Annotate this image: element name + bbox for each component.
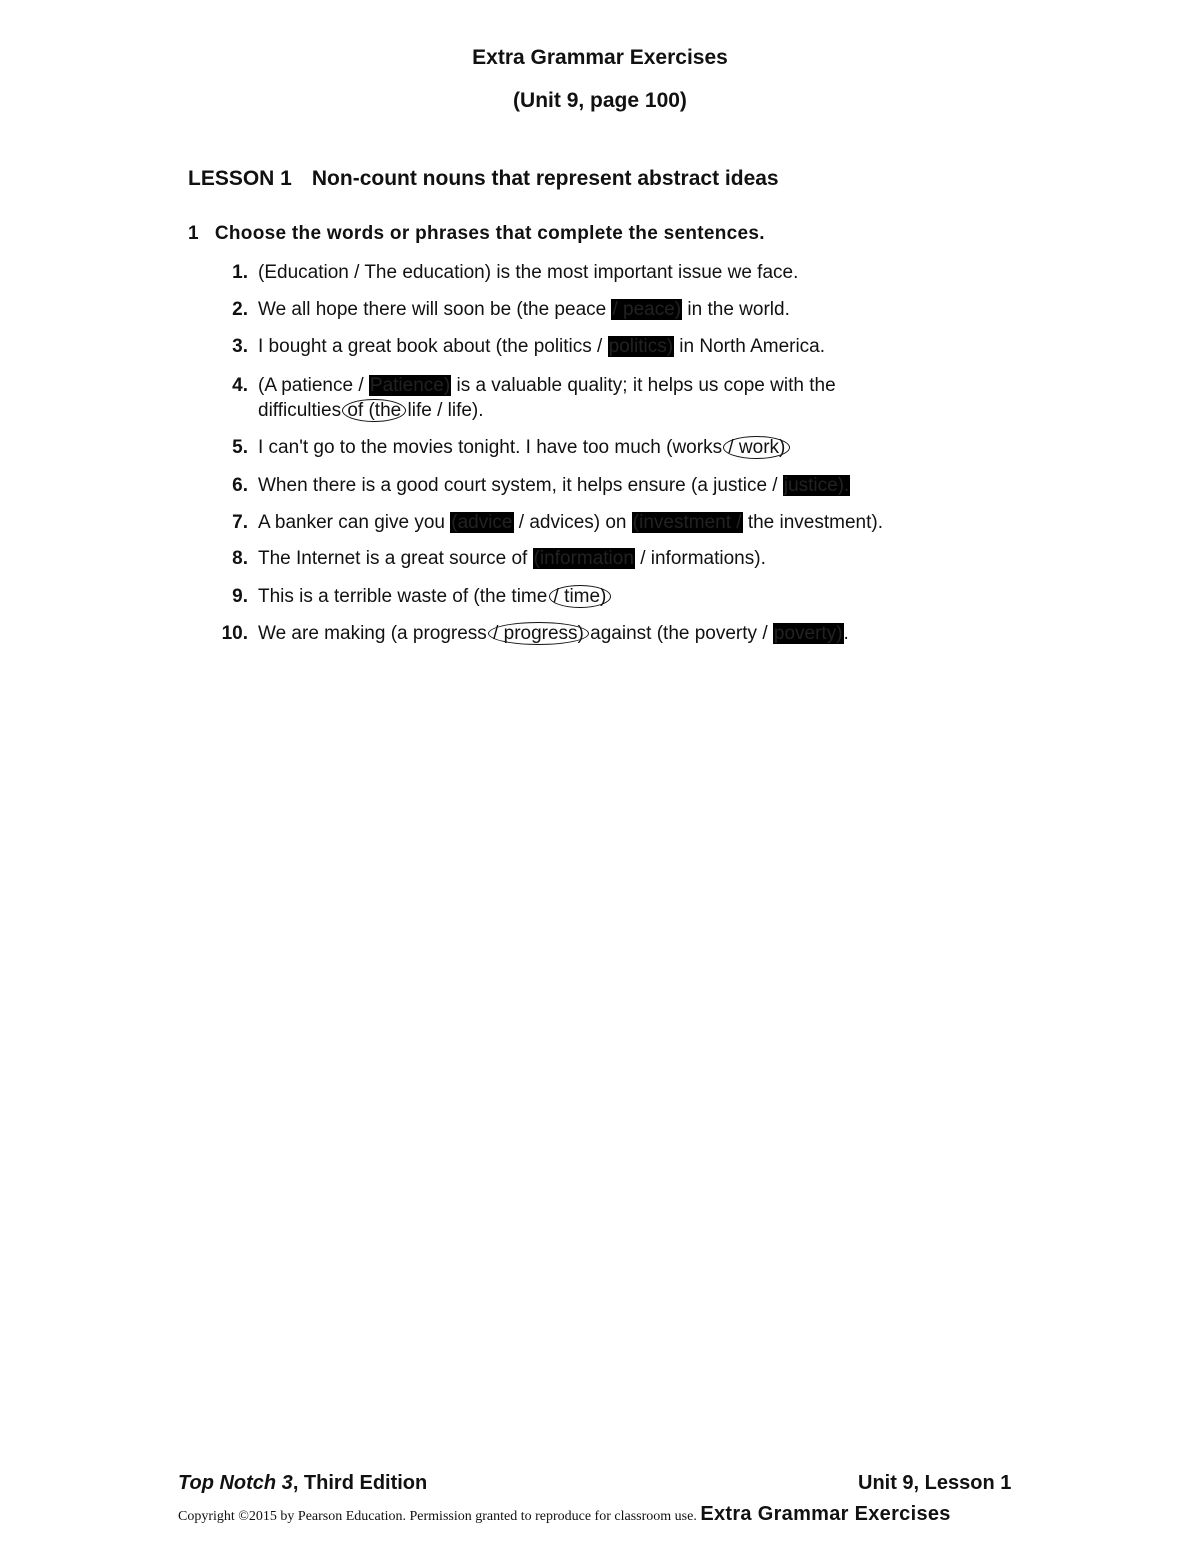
item-number: 7. bbox=[232, 512, 248, 533]
item-text: We are making (a progress / progress) against (the poverty / poverty). bbox=[258, 623, 849, 644]
book-edition: , Third Edition bbox=[292, 1472, 428, 1494]
lesson-topic: Non-count nouns that represent abstract ideas bbox=[311, 167, 779, 190]
item-number: 4. bbox=[232, 375, 248, 396]
copyright-text: Copyright ©2015 by Pearson Education. Permission granted to reproduce for classroom use. bbox=[178, 1509, 701, 1524]
item-text: When there is a good court system, it helps ensure (a justice / justice). bbox=[258, 475, 850, 496]
footer-section: Extra Grammar Exercises bbox=[700, 1503, 951, 1525]
page-subtitle: (Unit 9, page 100) bbox=[513, 89, 687, 112]
item-number: 1. bbox=[232, 262, 248, 283]
item-number: 6. bbox=[232, 475, 248, 496]
item-text: I bought a great book about (the politics / politics) in North America. bbox=[258, 336, 826, 357]
redacted-answer: justice). bbox=[783, 475, 850, 496]
copyright-line bbox=[178, 1503, 951, 1526]
exercise-number: 1 bbox=[188, 223, 199, 244]
item-text: We all hope there will soon be (the peace / peace) in the world. bbox=[258, 299, 790, 320]
page-title: Extra Grammar Exercises bbox=[472, 46, 728, 69]
item-text: This is a terrible waste of (the time / time) bbox=[258, 584, 607, 609]
item-text: (A patience / Patience) is a valuable quality; it helps us cope with the difficulties of (the life / life). bbox=[258, 375, 836, 421]
redacted-answer: poverty) bbox=[773, 623, 843, 644]
redacted-answer: politics) bbox=[608, 336, 674, 357]
item-text: The Internet is a great source of (information / informations). bbox=[258, 548, 766, 569]
redacted-answer: (advice bbox=[451, 512, 513, 533]
item-number: 8. bbox=[232, 548, 248, 569]
circled-answer: / work) bbox=[723, 436, 790, 459]
item-text: I can't go to the movies tonight. I have too much (works / work) bbox=[258, 435, 786, 460]
item-number: 3. bbox=[232, 336, 248, 357]
item-text: (Education / The education) is the most important issue we face. bbox=[258, 262, 799, 283]
exercise-instruction bbox=[188, 223, 765, 245]
book-title: Top Notch 3 bbox=[178, 1472, 293, 1494]
redacted-answer: (investment / bbox=[632, 512, 742, 533]
redacted-answer: Patience) bbox=[369, 375, 451, 396]
item-number: 5. bbox=[232, 437, 248, 458]
footer-unit-lesson: Unit 9, Lesson 1 bbox=[858, 1472, 1012, 1494]
item-number: 2. bbox=[232, 299, 248, 320]
footer-book-title bbox=[178, 1472, 427, 1495]
redacted-answer: (information bbox=[533, 548, 634, 569]
circled-answer: of (the bbox=[342, 399, 406, 422]
item-text: A banker can give you (advice / advices) on (investment / the investment). bbox=[258, 512, 883, 533]
exercise-instruction-text: Choose the words or phrases that complete the sentences. bbox=[214, 223, 765, 244]
lesson-heading bbox=[188, 167, 779, 191]
item-number: 10. bbox=[221, 623, 248, 644]
redacted-answer: / peace) bbox=[612, 299, 682, 320]
item-number: 9. bbox=[232, 586, 248, 607]
circled-answer: / progress) bbox=[488, 622, 589, 645]
circled-answer: / time) bbox=[549, 585, 612, 608]
lesson-label: LESSON 1 bbox=[188, 167, 292, 190]
